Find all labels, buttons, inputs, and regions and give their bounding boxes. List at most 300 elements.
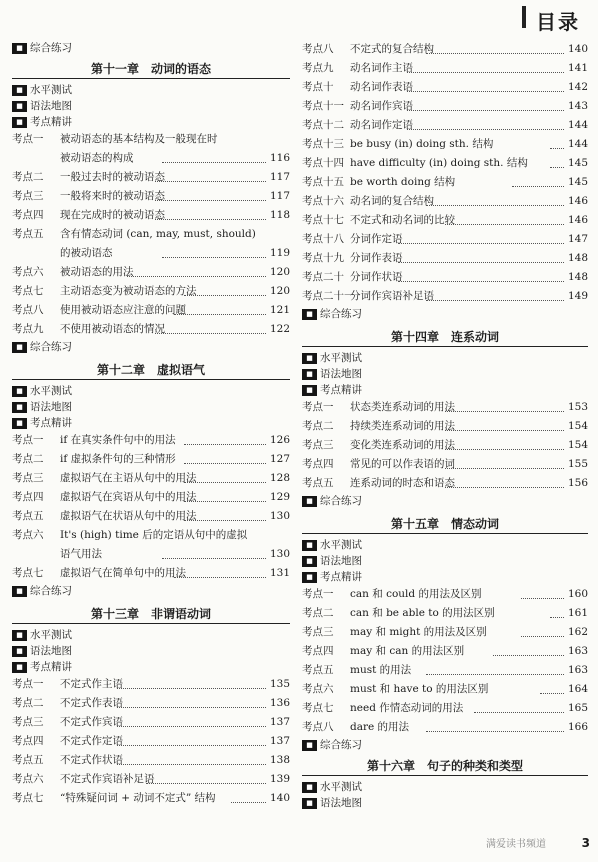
page-ref: 130 [269,548,290,560]
entry-title: 分词作宾语补足语 [350,290,434,302]
entry-title-cont: 被动语态的构成 [60,152,134,164]
entry-title: 分词作定语 [350,233,403,245]
toc-entry [12,507,290,525]
page-ref: 153 [567,401,588,413]
page-ref: 161 [567,607,588,619]
page-ref: 120 [269,285,290,297]
entry-title: need 作情态动词的用法 [350,702,464,714]
kaodian-label: 考点十三 [302,138,344,150]
dot-leader [184,463,267,464]
section-badge-icon: ■ [302,369,317,380]
page-ref: 122 [269,323,290,335]
practice [302,737,362,753]
entry-title: 动名词作表语 [350,81,413,93]
dot-leader [184,520,267,521]
entry-title: “特殊疑问词 + 动词不定式” 结构 [60,792,216,804]
kaodian-label: 考点一 [302,401,334,413]
section-badge-icon: ■ [12,101,27,112]
dot-leader [155,200,266,201]
kaodian-label: 考点五 [302,664,334,676]
kaodian-label: 考点四 [12,735,44,747]
dot-leader [521,636,564,637]
section-1 [12,98,72,114]
dot-leader [155,219,266,220]
page-ref: 118 [269,209,290,221]
toc-entry [12,168,290,186]
entry-title: 不使用被动语态的情况 [60,323,165,335]
dot-leader [540,693,564,694]
entry-title-cont: 语气用法 [60,548,102,560]
dot-leader [445,224,564,225]
section-0 [12,627,72,643]
entry-title: 变化类连系动词的用法 [350,439,455,451]
page-ref: 120 [269,266,290,278]
section-2 [12,114,72,130]
kaodian-label: 考点七 [12,285,44,297]
dot-leader [445,411,564,412]
dot-leader [407,110,564,111]
toc-entry [302,97,588,115]
section-1 [302,795,362,811]
section-badge-icon: ■ [302,309,317,320]
kaodian-label: 考点九 [12,323,44,335]
section-0 [302,350,362,366]
toc-entry [302,661,588,679]
dot-leader [155,181,266,182]
entry-title: 被动语态的用法 [60,266,134,278]
entry-title: It's (high) time 后的定语从句中的虚拟 [60,529,248,541]
entry-title: 不定式和动名词的比较 [350,214,455,226]
practice-ch13 [302,306,362,322]
dot-leader [117,707,266,708]
entry-title: have difficulty (in) doing sth. 结构 [350,157,528,169]
section-2-label: 考点精讲 [30,417,72,429]
section-1 [12,643,72,659]
section-badge-icon: ■ [12,402,27,413]
practice-top [12,40,72,56]
toc-entry [302,59,588,77]
toc-entry [12,770,290,788]
section-badge-icon: ■ [12,630,27,641]
page-ref: 146 [567,195,588,207]
toc-entry [302,173,588,191]
section-badge-icon: ■ [302,798,317,809]
section-1 [302,366,362,382]
page-ref: 163 [567,645,588,657]
entry-title: 分词作状语 [350,271,403,283]
toc-entry [302,642,588,660]
kaodian-label: 考点七 [12,792,44,804]
practice-label: 综合练习 [30,585,72,597]
toc-entry [12,732,290,750]
dot-leader [550,617,564,618]
kaodian-label: 考点三 [302,626,334,638]
entry-title: dare 的用法 [350,721,410,733]
dot-leader [445,487,564,488]
section-2-label: 考点精讲 [30,116,72,128]
kaodian-label: 考点十一 [302,100,344,112]
kaodian-label: 考点二十 [302,271,344,283]
section-2 [12,415,72,431]
toc-entry-continued [12,545,290,563]
kaodian-label: 考点九 [302,62,334,74]
dot-leader [550,167,564,168]
kaodian-label: 考点二十一 [302,290,355,302]
page-ref: 164 [567,683,588,695]
toc-entry [302,192,588,210]
section-0 [12,383,72,399]
section-0-label: 水平测试 [30,84,72,96]
entry-title: 不定式作宾语 [60,716,123,728]
page-ref: 140 [269,792,290,804]
section-badge-icon: ■ [12,586,27,597]
page-ref: 121 [269,304,290,316]
toc-entry [302,417,588,435]
dot-leader [407,91,564,92]
toc-entry [302,211,588,229]
chapter-title-text: 第十二章 虚拟语气 [96,363,205,377]
page-ref: 155 [567,458,588,470]
page-ref: 127 [269,453,290,465]
kaodian-label: 考点二 [302,607,334,619]
entry-title-cont: 的被动语态 [60,247,113,259]
kaodian-label: 考点五 [12,228,44,240]
chapter-rule [302,775,588,776]
section-badge-icon: ■ [12,342,27,353]
chapter-title [12,60,290,78]
page-ref: 130 [269,510,290,522]
chapter-title-text: 第十五章 情态动词 [390,517,499,531]
page-ref: 165 [567,702,588,714]
dot-leader [512,186,565,187]
page-ref: 148 [567,271,588,283]
page-ref: 148 [567,252,588,264]
chapter-title [302,757,588,775]
toc-entry [12,130,290,148]
chapter-rule [12,78,290,79]
section-badge-icon: ■ [302,740,317,751]
kaodian-label: 考点八 [302,721,334,733]
kaodian-label: 考点二 [12,453,44,465]
toc-entry [12,263,290,281]
page-number: 3 [581,836,590,850]
kaodian-label: 考点十七 [302,214,344,226]
chapter-rule [302,346,588,347]
toc-entry [12,694,290,712]
section-0-label: 水平测试 [30,629,72,641]
entry-title: 不定式作表语 [60,697,123,709]
practice-ch13-label: 综合练习 [320,308,362,320]
section-1-label: 语法地图 [320,555,362,567]
practice [302,493,362,509]
dot-leader [155,333,266,334]
chapter-title-text: 第十一章 动词的语态 [90,62,211,76]
page-ref: 156 [567,477,588,489]
entry-title: 状态类连系动词的用法 [350,401,455,413]
kaodian-label: 考点一 [12,434,44,446]
section-1-label: 语法地图 [320,797,362,809]
entry-title: 常见的可以作表语的词 [350,458,455,470]
section-2-label: 考点精讲 [320,571,362,583]
dot-leader [426,674,564,675]
dot-leader [445,468,564,469]
page-ref: 138 [269,754,290,766]
section-badge-icon: ■ [302,353,317,364]
toc-entry [302,135,588,153]
page-ref: 162 [567,626,588,638]
section-badge-icon: ■ [302,556,317,567]
entry-title: 动名词的复合结构 [350,195,434,207]
kaodian-label: 考点六 [302,683,334,695]
toc-entry [302,680,588,698]
dot-leader [184,444,267,445]
practice-label: 综合练习 [320,739,362,751]
kaodian-label: 考点一 [12,133,44,145]
kaodian-label: 考点二 [302,420,334,432]
toc-entry [12,488,290,506]
page-ref: 126 [269,434,290,446]
section-1-label: 语法地图 [30,645,72,657]
dot-leader [398,243,565,244]
section-2 [302,382,362,398]
section-1 [302,553,362,569]
dot-leader [162,558,266,559]
dot-leader [174,314,266,315]
section-badge-icon: ■ [12,386,27,397]
kaodian-label: 考点十五 [302,176,344,188]
dot-leader [407,129,564,130]
entry-title: 分词作表语 [350,252,403,264]
toc-entry [12,301,290,319]
kaodian-label: 考点二 [12,697,44,709]
page-ref: 147 [567,233,588,245]
entry-title: be busy (in) doing sth. 结构 [350,138,494,150]
section-0-label: 水平测试 [320,781,362,793]
chapter-title [12,361,290,379]
entry-title: 虚拟语气在宾语从句中的用法 [60,491,197,503]
dot-leader [426,53,564,54]
kaodian-label: 考点五 [302,477,334,489]
chapter-title [302,328,588,346]
chapter-title-text: 第十三章 非谓语动词 [90,607,211,621]
section-2 [302,569,362,585]
entry-title: 不定式作主语 [60,678,123,690]
section-0 [302,537,362,553]
dot-leader [426,300,564,301]
toc-entry [302,718,588,736]
chapter-title-text: 第十六章 句子的种类和类型 [366,759,523,773]
entry-title: 一般将来时的被动语态 [60,190,165,202]
practice [12,339,72,355]
section-badge-icon: ■ [302,385,317,396]
dot-leader [426,731,564,732]
page-ref: 154 [567,439,588,451]
dot-leader [407,72,564,73]
entry-title: may 和 might 的用法及区别 [350,626,487,638]
page-ref: 117 [269,171,290,183]
section-1-label: 语法地图 [320,368,362,380]
entry-title: 不定式作定语 [60,735,123,747]
kaodian-label: 考点六 [12,266,44,278]
page-ref: 141 [567,62,588,74]
page-ref: 146 [567,214,588,226]
dot-leader [184,482,267,483]
dot-leader [445,449,564,450]
entry-title: 动名词作定语 [350,119,413,131]
practice [12,583,72,599]
kaodian-label: 考点四 [12,491,44,503]
toc-entry [302,398,588,416]
entry-title: 被动语态的基本结构及一般现在时 [60,133,218,145]
section-2-label: 考点精讲 [320,384,362,396]
toc-entry [302,474,588,492]
toc-header [488,0,598,34]
page-ref: 142 [567,81,588,93]
entry-title: 虚拟语气在主语从句中的用法 [60,472,197,484]
toc-entry [302,230,588,248]
dot-leader [493,655,565,656]
entry-title: 不定式的复合结构 [350,43,434,55]
toc-entry [302,436,588,454]
toc-entry [302,604,588,622]
kaodian-label: 考点五 [12,754,44,766]
kaodian-label: 考点十六 [302,195,344,207]
entry-title: 一般过去时的被动语态 [60,171,165,183]
section-0-label: 水平测试 [320,352,362,364]
practice-top-label: 综合练习 [30,42,72,54]
kaodian-label: 考点十四 [302,157,344,169]
kaodian-label: 考点十二 [302,119,344,131]
kaodian-label: 考点六 [12,773,44,785]
section-2-label: 考点精讲 [30,661,72,673]
dot-leader [117,726,266,727]
toc-entry [12,206,290,224]
dot-leader [398,262,565,263]
dot-leader [426,205,564,206]
toc-entry [12,564,290,582]
entry-title: 虚拟语气在状语从句中的用法 [60,510,197,522]
section-badge-icon: ■ [12,43,27,54]
page-ref: 154 [567,420,588,432]
entry-title: 使用被动语态应注意的问题 [60,304,186,316]
section-badge-icon: ■ [12,418,27,429]
kaodian-label: 考点四 [12,209,44,221]
page-ref: 137 [269,716,290,728]
toc-entry [302,249,588,267]
kaodian-label: 考点三 [12,472,44,484]
section-0-label: 水平测试 [30,385,72,397]
page-ref: 140 [567,43,588,55]
toc-entry [12,450,290,468]
page-ref: 139 [269,773,290,785]
kaodian-label: 考点四 [302,458,334,470]
toc-entry [12,751,290,769]
kaodian-label: 考点六 [12,529,44,541]
kaodian-label: 考点四 [302,645,334,657]
section-1-label: 语法地图 [30,100,72,112]
kaodian-label: 考点一 [302,588,334,600]
toc-entry [302,585,588,603]
toc-entry [12,789,290,807]
entry-title: 现在完成时的被动语态 [60,209,165,221]
chapter-rule [12,379,290,380]
entry-title: can 和 be able to 的用法区别 [350,607,495,619]
practice-label: 综合练习 [30,341,72,353]
dot-leader [117,745,266,746]
entry-title: if 虚拟条件句的三种情形 [60,453,176,465]
chapter-title [12,605,290,623]
kaodian-label: 考点三 [302,439,334,451]
kaodian-label: 考点三 [12,190,44,202]
chapter-rule [302,533,588,534]
toc-entry [12,526,290,544]
kaodian-label: 考点五 [12,510,44,522]
entry-title: if 在真实条件句中的用法 [60,434,176,446]
page-ref: 163 [567,664,588,676]
header-bar [522,6,526,28]
section-0-label: 水平测试 [320,539,362,551]
section-badge-icon: ■ [302,540,317,551]
kaodian-label: 考点十 [302,81,334,93]
dot-leader [146,783,267,784]
entry-title: can 和 could 的用法及区别 [350,588,482,600]
dot-leader [550,148,564,149]
section-badge-icon: ■ [302,572,317,583]
dot-leader [231,802,266,803]
dot-leader [521,598,564,599]
kaodian-label: 考点十八 [302,233,344,245]
page-ref: 145 [567,176,588,188]
entry-title: 动名词作主语 [350,62,413,74]
page-ref: 160 [567,588,588,600]
toc-entry [12,320,290,338]
toc-entry [302,455,588,473]
section-badge-icon: ■ [302,782,317,793]
section-1-label: 语法地图 [30,401,72,413]
section-badge-icon: ■ [12,117,27,128]
toc-entry [302,699,588,717]
watermark: 满爱读书频道 [486,839,546,850]
entry-title: may 和 can 的用法区别 [350,645,465,657]
page-ref: 116 [269,152,290,164]
toc-entry [12,187,290,205]
dot-leader [445,430,564,431]
toc-entry [12,675,290,693]
toc-entry [12,225,290,243]
toc-entry-continued [12,244,290,262]
section-badge-icon: ■ [12,646,27,657]
entry-title: 持续类连系动词的用法 [350,420,455,432]
toc-entry [302,154,588,172]
page-ref: 145 [567,157,588,169]
dot-leader [117,688,266,689]
page-ref: 144 [567,119,588,131]
section-1 [12,399,72,415]
page-ref: 144 [567,138,588,150]
toc-entry [12,282,290,300]
kaodian-label: 考点七 [302,702,334,714]
toc-entry [302,287,588,305]
toc-entry [12,431,290,449]
section-badge-icon: ■ [12,662,27,673]
toc-entry [302,116,588,134]
entry-title: must 的用法 [350,664,412,676]
dot-leader [474,712,565,713]
page-ref: 131 [269,567,290,579]
kaodian-label: 考点七 [12,567,44,579]
practice-label: 综合练习 [320,495,362,507]
dot-leader [174,577,266,578]
